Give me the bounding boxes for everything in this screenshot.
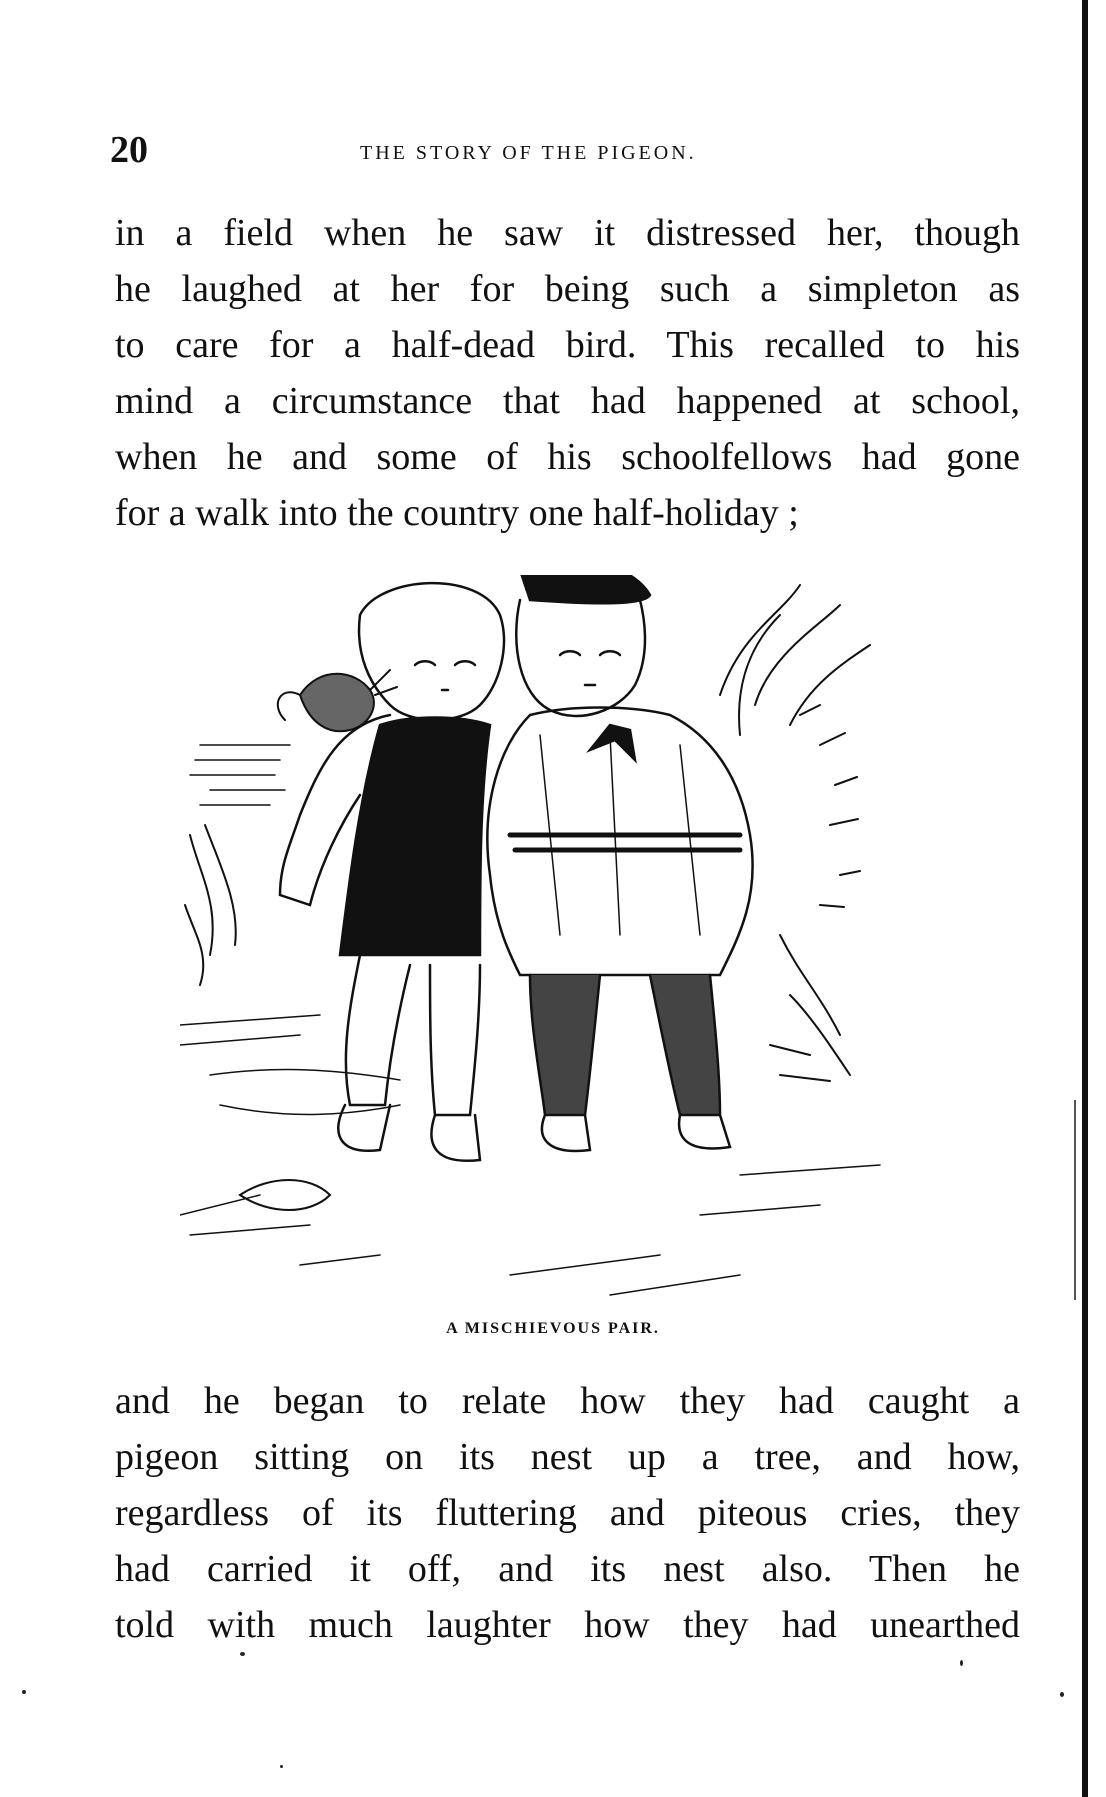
paragraph-2 (115, 1373, 1020, 1653)
text-line: and he began to relate how they had caught a (115, 1380, 1020, 1422)
ink-speck (280, 1765, 283, 1768)
engraving-illustration (180, 575, 970, 1310)
text-line: he laughed at her for being such a simpleton as (115, 268, 1020, 310)
text-line: mind a circumstance that had happened at school, (115, 380, 1020, 422)
text-line: regardless of its fluttering and piteous cries, they (115, 1492, 1020, 1534)
ink-speck (240, 1652, 245, 1656)
ground (180, 1015, 880, 1295)
illustration-caption: A MISCHIEVOUS PAIR. (446, 1320, 660, 1337)
paragraph-1 (115, 205, 1020, 541)
text-line: pigeon sitting on its nest up a tree, and how, (115, 1436, 1020, 1478)
boy-light-smock (487, 575, 752, 1151)
text-line: for a walk into the country one half-holiday ; (115, 492, 799, 534)
page-edge-line (1082, 0, 1088, 1797)
running-head (110, 128, 1030, 178)
text-line: had carried it off, and its nest also. Then he (115, 1548, 1020, 1590)
page-edge-mark (1074, 1100, 1076, 1300)
page-number: 20 (110, 129, 148, 171)
running-title: THE STORY OF THE PIGEON. (360, 142, 697, 164)
pigeon (278, 670, 397, 731)
boy-dark-tunic (280, 583, 504, 1161)
ink-speck (1060, 1692, 1064, 1697)
text-line: when he and some of his schoolfellows had gone (115, 436, 1020, 478)
ink-speck (22, 1690, 26, 1694)
text-line: told with much laughter how they had unearthed (115, 1604, 1020, 1646)
text-line: to care for a half-dead bird. This recalled to his (115, 324, 1020, 366)
text-line: in a field when he saw it distressed her, though (115, 212, 1020, 254)
ink-speck (960, 1660, 963, 1666)
